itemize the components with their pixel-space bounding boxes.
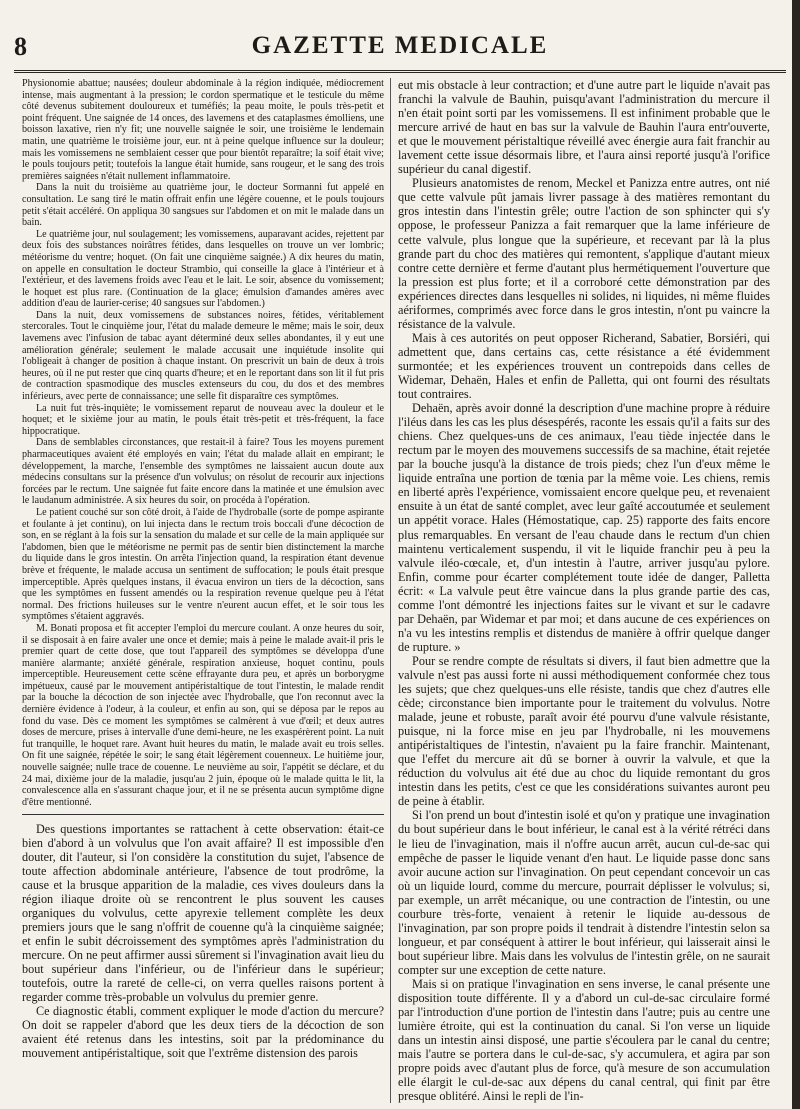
header-rule [14, 70, 786, 73]
column-divider [390, 78, 391, 1103]
paragraph: eut mis obstacle à leur contraction; et d'une autre part le liquide n'avait pas franchi la valvule de Bauhin, puisqu'avant l'administration du mercure il n'en était point sorti par les vomissemens. Il est infiniment probable que le mercure arrivé de haut en bas sur la valvule de Bauhin l'aura entr'ouverte, et que le mouvement péristaltique réveillé avec énergie aura fait franchir au lavement cette issue désormais libre, et l'aura ainsi reporté jusqu'à l'orifice supérieur du canal digestif. [398, 78, 770, 177]
paragraph: Le patient couché sur son côté droit, à l'aide de l'hydroballe (sorte de pompe aspirante et foulante à jet continu), on lui injecta dans le rectum trois boccali d'une décoction de son, en se réglant à la fois sur la sensation du malade et sur celle de la main appliquée sur l'abdomen, bien que le météorisme ne permit pas de sentir bien distinctement la marche du liquide dans le gros intestin. On arrêta l'injection quand, la respiration étant devenue brève et fréquente, le malade accusa un sentiment de suffocation; le pouls était presque imperceptible. Après quelques instans, il évacua environ un tiers de la décoction, sans que les symptômes en fussent amendés ou la respiration revenue quelque peu à l'état normal. Des frictions huileuses sur le ventre n'eurent aucun effet, et le soir tous les symptômes s'étaient aggravés. [22, 506, 384, 623]
paragraph: M. Bonati proposa et fit accepter l'emploi du mercure coulant. A onze heures du soir, il se disposait à en faire avaler une once et demie; mais à peine le malade avait-il pris le premier quart de cette dose, que tout l'appareil des symptômes se développa d'une manière alarmante; anxiété générale, respiration anxieuse, hoquet continu, pouls imperceptible. Heureusement cette scène effrayante dura peu, et après un borborygme impétueux, causé par le mouvement antipéristaltique de tout l'intestin, le malade rendit par la bouche la décoction de son injectée avec l'hydroballe, que l'on reconnut avec la dernière évidence à l'odeur, à la couleur, et enfin au son, qui se déposa par le repos au fond du vase. Dès ce moment les symptômes se calmèrent à vue d'œil; et deux autres doses de mercure, prises à intervalle d'une demi-heure, ne les exaspérèrent point. La nuit fut tranquille, le hoquet rare. Avant huit heures du matin, le malade avait eu trois selles. On fit une saignée, répétée le soir; le sang était légèrement couenneux. Le huitième jour, nouvelle saignée; nulle trace de couenne. Le neuvième au soir, l'appétit se déclare, et du 24 mai, dixième jour de la maladie, jusqu'au 2 juin, époque où le malade quitta le lit, la convalescence alla en s'assurant chaque jour, et il ne se présenta aucun symptôme digne d'être mentionné. [22, 622, 384, 808]
paragraph: Ce diagnostic établi, comment expliquer le mode d'action du mercure? On doit se rappeler d'abord que les deux tiers de la décoction de son avaient été retenus dans les intestins, soit par la prédominance du mouvement antipéristaltique, soit que l'extrême distension des parois [22, 1004, 384, 1061]
page-number: 8 [14, 32, 27, 61]
paragraph: La nuit fut très-inquiète; le vomissement reparut de nouveau avec la douleur et le hoquet; et le sixième jour au matin, le pouls était très-petit et très-fréquent, la face hippocratique. [22, 402, 384, 437]
paragraph: Plusieurs anatomistes de renom, Meckel et Panizza entre autres, ont nié que cette valvule pût jamais livrer passage à des matières remontant du gros intestin dans l'intestin grêle; outre l'action de son sphincter qui s'y oppose, le professeur Panizza a fait remarquer que la lame inférieure de cette valvule, plus longue que la supérieure, et recevant par là la plus grande part du choc des matières qui remontent, s'applique d'autant mieux contre cette dernière et ferme d'autant plus hermétiquement l'ouverture que la pression est plus forte; et il a corroboré cette démonstration par des expériences directes dans lesquelles ni solides, ni liquides, ni même fluides aériformes, comprimés avec force dans le gros intestin, n'ont pu vaincre la résistance de la valvule. [398, 176, 770, 331]
section-separator [22, 814, 384, 815]
paragraph: Mais si on pratique l'invagination en sens inverse, le canal présente une disposition toute différente. Il y a d'abord un cul-de-sac circulaire formé par l'introduction d'une portion de l'intestin dans l'autre; puis au centre une lumière étroite, qui est la continuation du canal. Si l'on verse un liquide dans un intestin ainsi disposé, une partie s'écoulera par le canal du centre; mais l'autre se portera dans le cul-de-sac, s'y accumulera, et agira par son propre poids avec d'autant plus de force, qu'à mesure de son accumulation elle élargit le cul-de-sac aux dépens du canal central, qui finit par être presque oblitéré. Ainsi le repli de l'in- [398, 977, 770, 1104]
journal-title: GAZETTE MEDICALE [251, 32, 549, 59]
paragraph: Pour se rendre compte de résultats si divers, il faut bien admettre que la valvule n'est pas aussi forte ni aussi méthodiquement conformée chez tous les sujets; que chez quelques-uns elle résiste, tandis que chez d'autres elle cède; circonstance bien importante pour le traitement du volvulus. Notre malade, jeune et robuste, paraît avoir été pourvu d'une valvule résistante, puisque, ni la force mise en jeu par l'hydroballe, ni les mouvemens antipéristaltiques de l'intestin, n'avaient pu la faire franchir. Maintenant, que l'effet du mercure ait dû se borner à ouvrir la valvule, et que la réduction du volvulus ait été due au choc du liquide remontant du gros intestin dans les petits, c'est ce que les considérations suivantes auront peu de peine à établir. [398, 653, 770, 809]
scan-edge [792, 0, 800, 1109]
discussion [22, 822, 384, 1060]
paragraph: Le quatrième jour, nul soulagement; les vomissemens, auparavant acides, rejettent par deux fois des substances noirâtres fétides, dans lesquelles on trouve un ver lombric; météorisme du ventre; hoquet. (On fait une cinquième saignée.) A dix heures du matin, on appelle en consultation le docteur Strambio, qui conseille la glace à l'intérieur et à l'extérieur, et des lavemens froids avec l'eau et le lait. Le soir, absence du vomissement; le hoquet est plus rare. (Continuation de la glace; émulsion d'amandes amères avec addition d'eau de laurier-cerise; 40 sangsues sur l'abdomen.) [22, 228, 384, 310]
observation-notes [22, 78, 384, 808]
paragraph: Physionomie abattue; nausées; douleur abdominale à la région indiquée, médiocrement intense, mais augmentant à la pression; le cordon spermatique et le testicule du même côté devenus subitement douloureux et tuméfiés; la peau moite, le pouls très-petit et point fréquent. Une saignée de 14 onces, des lavemens et des cataplasmes émolliens, une boisson laxative, rien n'y fit; une nouvelle saignée le soir, une troisième le lendemain matin, une quatrième le troisième jour, eur. nt à peine quelque influence sur la douleur; mais les vomissemens ne semblaient cesser que pour bientôt reparaître; la soif était vive; le pouls toujours petit; toutefois la langue était humide, sans rougeur, et le sang des trois premières saignées n'était nullement inflammatoire. [22, 78, 384, 182]
paragraph: Dans la nuit, deux vomissemens de substances noires, fétides, véritablement stercorales. Tout le cinquième jour, l'état du malade demeure le même; mais le soir, deux lavemens avec l'infusion de tabac ayant déterminé deux selles abondantes, il y eut une amélioration générale; seulement le malade accusait une inquiétude insolite qui l'obligeait à changer de position à chaque instant. On prescrivit un bain de deux à trois heures, où il ne put rester que cinq quarts d'heure; et en le reportant dans son lit il fut pris de contraction spasmodique des muscles extenseurs du cou, du dos et des membres inférieurs, avec perte de connaissance; une selle fit disparaître ces symptômes. [22, 309, 384, 403]
paragraph: Dehaën, après avoir donné la description d'une machine propre à réduire l'iléus dans les cas les plus désespérés, raconte les essais qu'il a faits sur des chiens. Chez quelques-uns de ces animaux, l'eau tiède injectée dans le rectum par le moyen des mouvemens successifs de sa machine, était rejetée par la bouche jusqu'à la distance de trois pieds; chez l'un d'eux même le liquide entraîna une portion de tœnia par la même voie. Les chiens, remis en liberté après l'expérience, vomissaient encore quelque peu, et revenaient ensuite à un état de santé complet, avec leur gaîté accoutumée et seulement un appétit vorace. Hales (Hémostatique, cap. 25) rapporte des faits encore plus remarquables. En versant de l'eau chaude dans le rectum d'un chien maintenu verticalement suspendu, il vit le liquide franchir peu à peu la valvule iléo-cœcale, et, d'un intestin à l'autre, arriver jusqu'au pylore. Enfin, comme pour écarter complétement toute idée de danger, Palletta écrit: « La valvule peut être vaincue dans la plus grande partie des cas, comme l'ont démontré les injections faites sur le vivant et sur le cadavre par Dehaën, par Widemar et par moi; et dans aucune de ces expériences on n'a vu les intestins remplis et distendus de manière à offrir quelque danger de rupture. » [398, 401, 770, 654]
page-header [14, 30, 786, 64]
paragraph: Mais à ces autorités on peut opposer Richerand, Sabatier, Borsiéri, qui admettent que, dans certains cas, cette résistance a été évidemment surmontée; et les expériences trouvent un contrepoids dans celles de Widemar, Dehaën, Hales et enfin de Palletta, qui ont fourni des résultats tout contraires. [398, 330, 770, 402]
paragraph: Dans la nuit du troisième au quatrième jour, le docteur Sormanni fut appelé en consultation. Le sang tiré le matin offrait enfin une légère couenne, et le pouls toujours petit s'était accéléré. On appliqua 30 sangsues sur l'abdomen et on mit le malade dans un bain. [22, 182, 384, 229]
left-column [22, 78, 384, 1108]
paragraph: Si l'on prend un bout d'intestin isolé et qu'on y pratique une invagination du bout supérieur dans le bout inférieur, le canal est à la vérité rétréci dans le lieu de l'invagination, mais il n'offre aucun arrêt, aucun cul-de-sac qui empêche de passer le liquide venant d'en haut. Le liquide passe donc sans avoir aucune action sur l'invagination. On peut cependant concevoir un cas où un liquide lourd, comme du mercure, pourrait déplisser le volvulus; si, par exemple, un arrêt mécanique, ou une contraction de l'intestin, ou une courbure très-forte, venaient à retenir le liquide au-dessous de l'invagination, par son propre poids il tendrait à distendre l'intestin selon sa longueur, et par conséquent à attirer le bout inférieur, qui laisserait ainsi le bout supérieur libre. Mais dans les volvulus de l'intestin grêle, on ne saurait compter sur une exception de cette nature. [398, 808, 770, 977]
right-column [398, 78, 770, 1108]
paragraph: Des questions importantes se rattachent à cette observation: était-ce bien d'abord à un volvulus que l'on avait affaire? Il est impossible d'en douter, dit l'auteur, si l'on considère la constitution du sujet, l'absence de toute affection abdominale antérieure, l'absence de tout prodrôme, la cause et la brusque apparition de la maladie, ces vives douleurs dans la région iliaque droite où se rencontrent le plus souvent les causes organiques du volvulus, cette apyrexie tellement complète les deux premiers jours que le sang n'offrit de couenne qu'à la cinquième saignée; et enfin le subit décroissement des symptômes après l'administration du mercure. On ne peut affirmer aussi sûrement si l'invagination avait lieu du bout supérieur dans l'inférieur, ou de l'inférieur dans le supérieur; toutefois, outre la rareté de celle-ci, on verra quelles raisons portent à regarder comme très-probable un volvulus du premier genre. [22, 822, 384, 1005]
paragraph: Dans de semblables circonstances, que restait-il à faire? Tous les moyens purement pharmaceutiques avaient été employés en vain; l'état du malade allait en empirant; le développement, la marche, l'ensemble des symptômes ne laissaient aucun doute aux médecins consultans sur la présence d'un volvulus; on résolut de recourir aux injections forcées par le rectum. Une saignée fut faite encore dans la matinée et une émulsion avec le laudanum administrée. A six heures du soir, on procéda à l'opération. [22, 437, 384, 507]
